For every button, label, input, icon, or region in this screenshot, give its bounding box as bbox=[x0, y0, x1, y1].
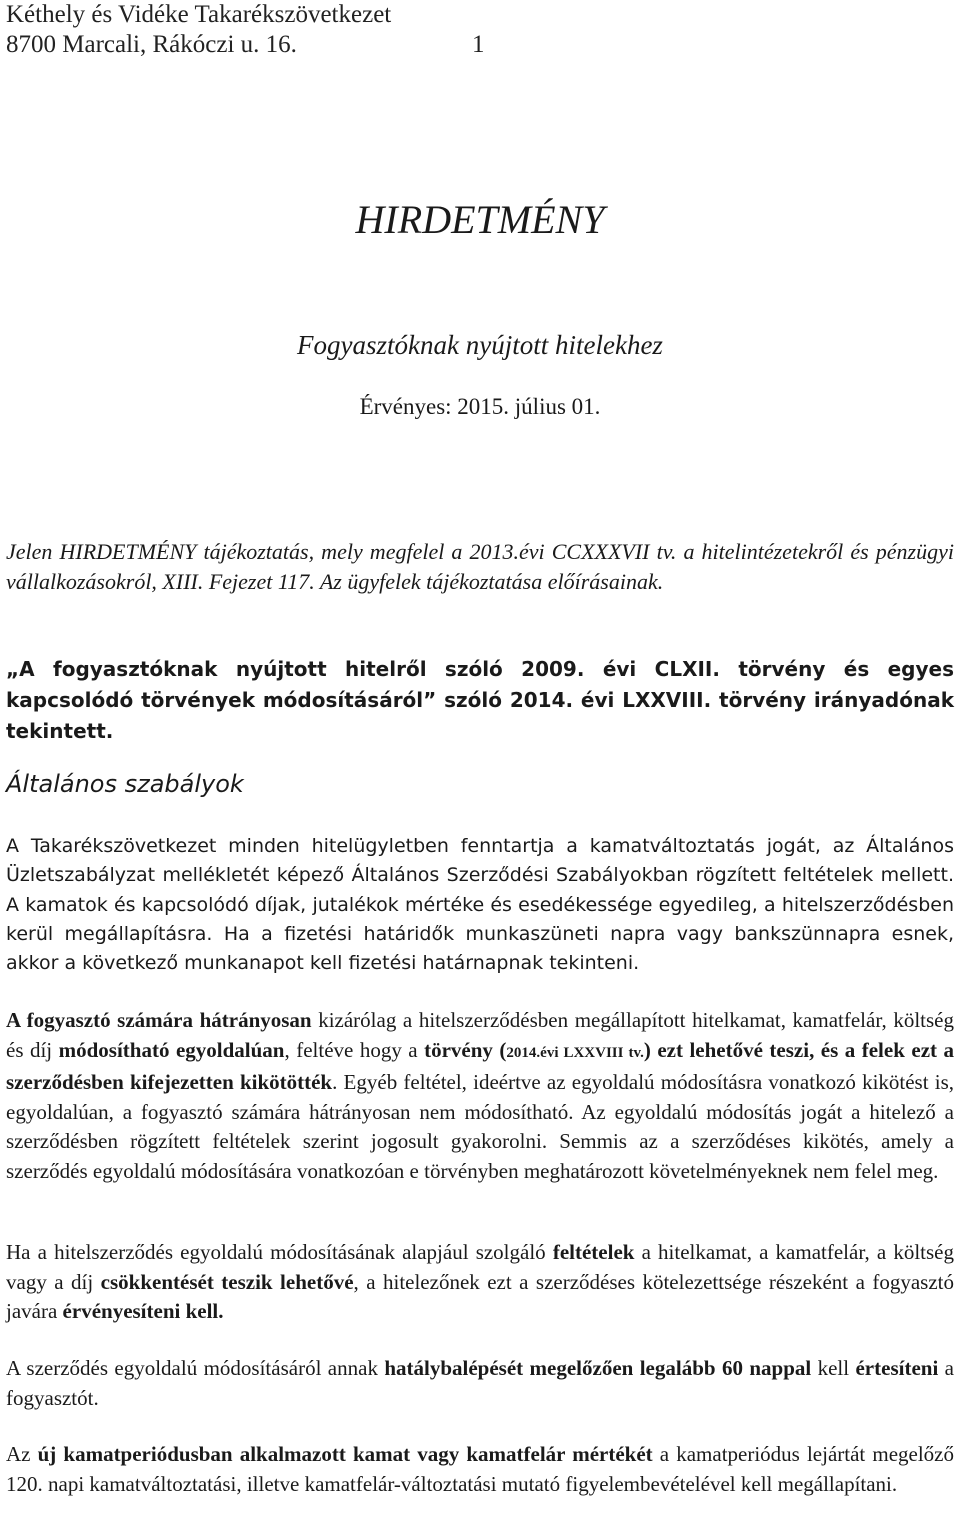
emphasis: módosítható egyoldalúan bbox=[58, 1037, 285, 1062]
emphasis: csökkentését teszik lehetővé bbox=[100, 1269, 354, 1294]
org-address: 8700 Marcali, Rákóczi u. 16. bbox=[6, 31, 297, 58]
emphasis: törvény ( bbox=[424, 1037, 507, 1062]
emphasis: A fogyasztó számára hátrányosan bbox=[6, 1008, 312, 1032]
org-name: Kéthely és Vidéke Takarékszövetkezet bbox=[6, 1, 392, 28]
notice-paragraph: A szerződés egyoldalú módosításáról annak hatálybalépését megelőzően legalább 60 nappal kell értesíteni a fogyasztót. bbox=[6, 1356, 954, 1410]
general-rules-paragraph: A Takarékszövetkezet minden hitelügyletben fenntartja a kamatváltoztatás jogát, az Általános Üzletszabályzat mellékletét képező Általános Szerződési Szabályokban rögzített feltételek mellett. A kamatok és kapcsolódó díjak, jutalékok mértéke és esedékessége egyedileg, a hitelszerződésben kerül megállapításra. Ha a fizetési határidők munkaszüneti napra vagy bankszünnapra esnek, akkor a következő munkanapot kell fizetési határnapnak tekinteni. bbox=[6, 835, 954, 975]
section-title: Általános szabályok bbox=[6, 770, 244, 798]
validity-date: Érvényes: 2015. július 01. bbox=[359, 394, 601, 419]
document-title: HIRDETMÉNY bbox=[355, 197, 605, 242]
emphasis: érvényesíteni kell. bbox=[62, 1299, 224, 1323]
law-citation: 2014.évi LXXVIII tv. bbox=[506, 1044, 644, 1061]
emphasis: hatálybalépését megelőzően legalább 60 nappal bbox=[384, 1356, 812, 1380]
page-number: 1 bbox=[472, 31, 485, 58]
emphasis: ezt lehetővé teszi, és a felek ezt a szerződésben kifejezetten kikötötték bbox=[6, 1037, 954, 1094]
emphasis: feltételek bbox=[552, 1240, 635, 1264]
reduction-paragraph: Ha a hitelszerződés egyoldalú módosításának alapjául szolgáló feltételek a hitelkamat, a kamatfelár, a költség vagy a díj csökkentését teszik lehetővé, a hitelezőnek ezt a szerződéses kötelezettsége részeként a fogyasztó javára érvényesíteni kell. bbox=[6, 1240, 955, 1323]
emphasis: új kamatperiódusban alkalmazott kamat vagy kamatfelár mértékét bbox=[37, 1442, 653, 1466]
law-reference: „A fogyasztóknak nyújtott hitelről szóló 2009. évi CLXII. törvény és egyes kapcsolódó törvények módosításáról” szóló 2014. évi LXXVIII. törvény irányadónak tekintett. bbox=[6, 657, 954, 743]
new-period-paragraph: Az új kamatperiódusban alkalmazott kamat vagy kamatfelár mértékét a kamatperiódus lejártát megelőző 120. napi kamatváltoztatási, illetve kamatfelár-változtatási mutató figyelembevételével kell megállapítani. bbox=[6, 1442, 954, 1496]
emphasis: értesíteni bbox=[855, 1356, 939, 1380]
document-subtitle: Fogyasztóknak nyújtott hitelekhez bbox=[297, 330, 663, 360]
intro-paragraph: Jelen HIRDETMÉNY tájékoztatás, mely megfelel a 2013.évi CCXXXVII tv. a hitelintézetekről és pénzügyi vállalkozásokról, XIII. Fejezet 117. Az ügyfelek tájékoztatása előírásainak. bbox=[6, 539, 954, 594]
unfavorable-modification-paragraph: A fogyasztó számára hátrányosan kizárólag a hitelszerződésben megállapított hitelkamat, kamatfelár, költség és díj módosítható egyoldalúan, feltéve hogy a törvény (2014.évi LXXVIII tv.) ezt lehetővé teszi, és a felek ezt a szerződésben kifejezetten kikötötték. Egyéb feltétel, ideértve az egyoldalú módosításra vonatkozó kikötést is, egyoldalúan, a fogyasztó számára hátrányosan nem módosítható. Az egyoldalú módosítás jogát a hitelező a szerződésben rögzített feltételek szerint jogosult gyakorolni. Semmis az a szerződéses kikötés, amely a szerződés egyoldalú módosítására vonatkozóan e törvényben meghatározott követelményeknek nem felel meg. bbox=[6, 1008, 955, 1183]
